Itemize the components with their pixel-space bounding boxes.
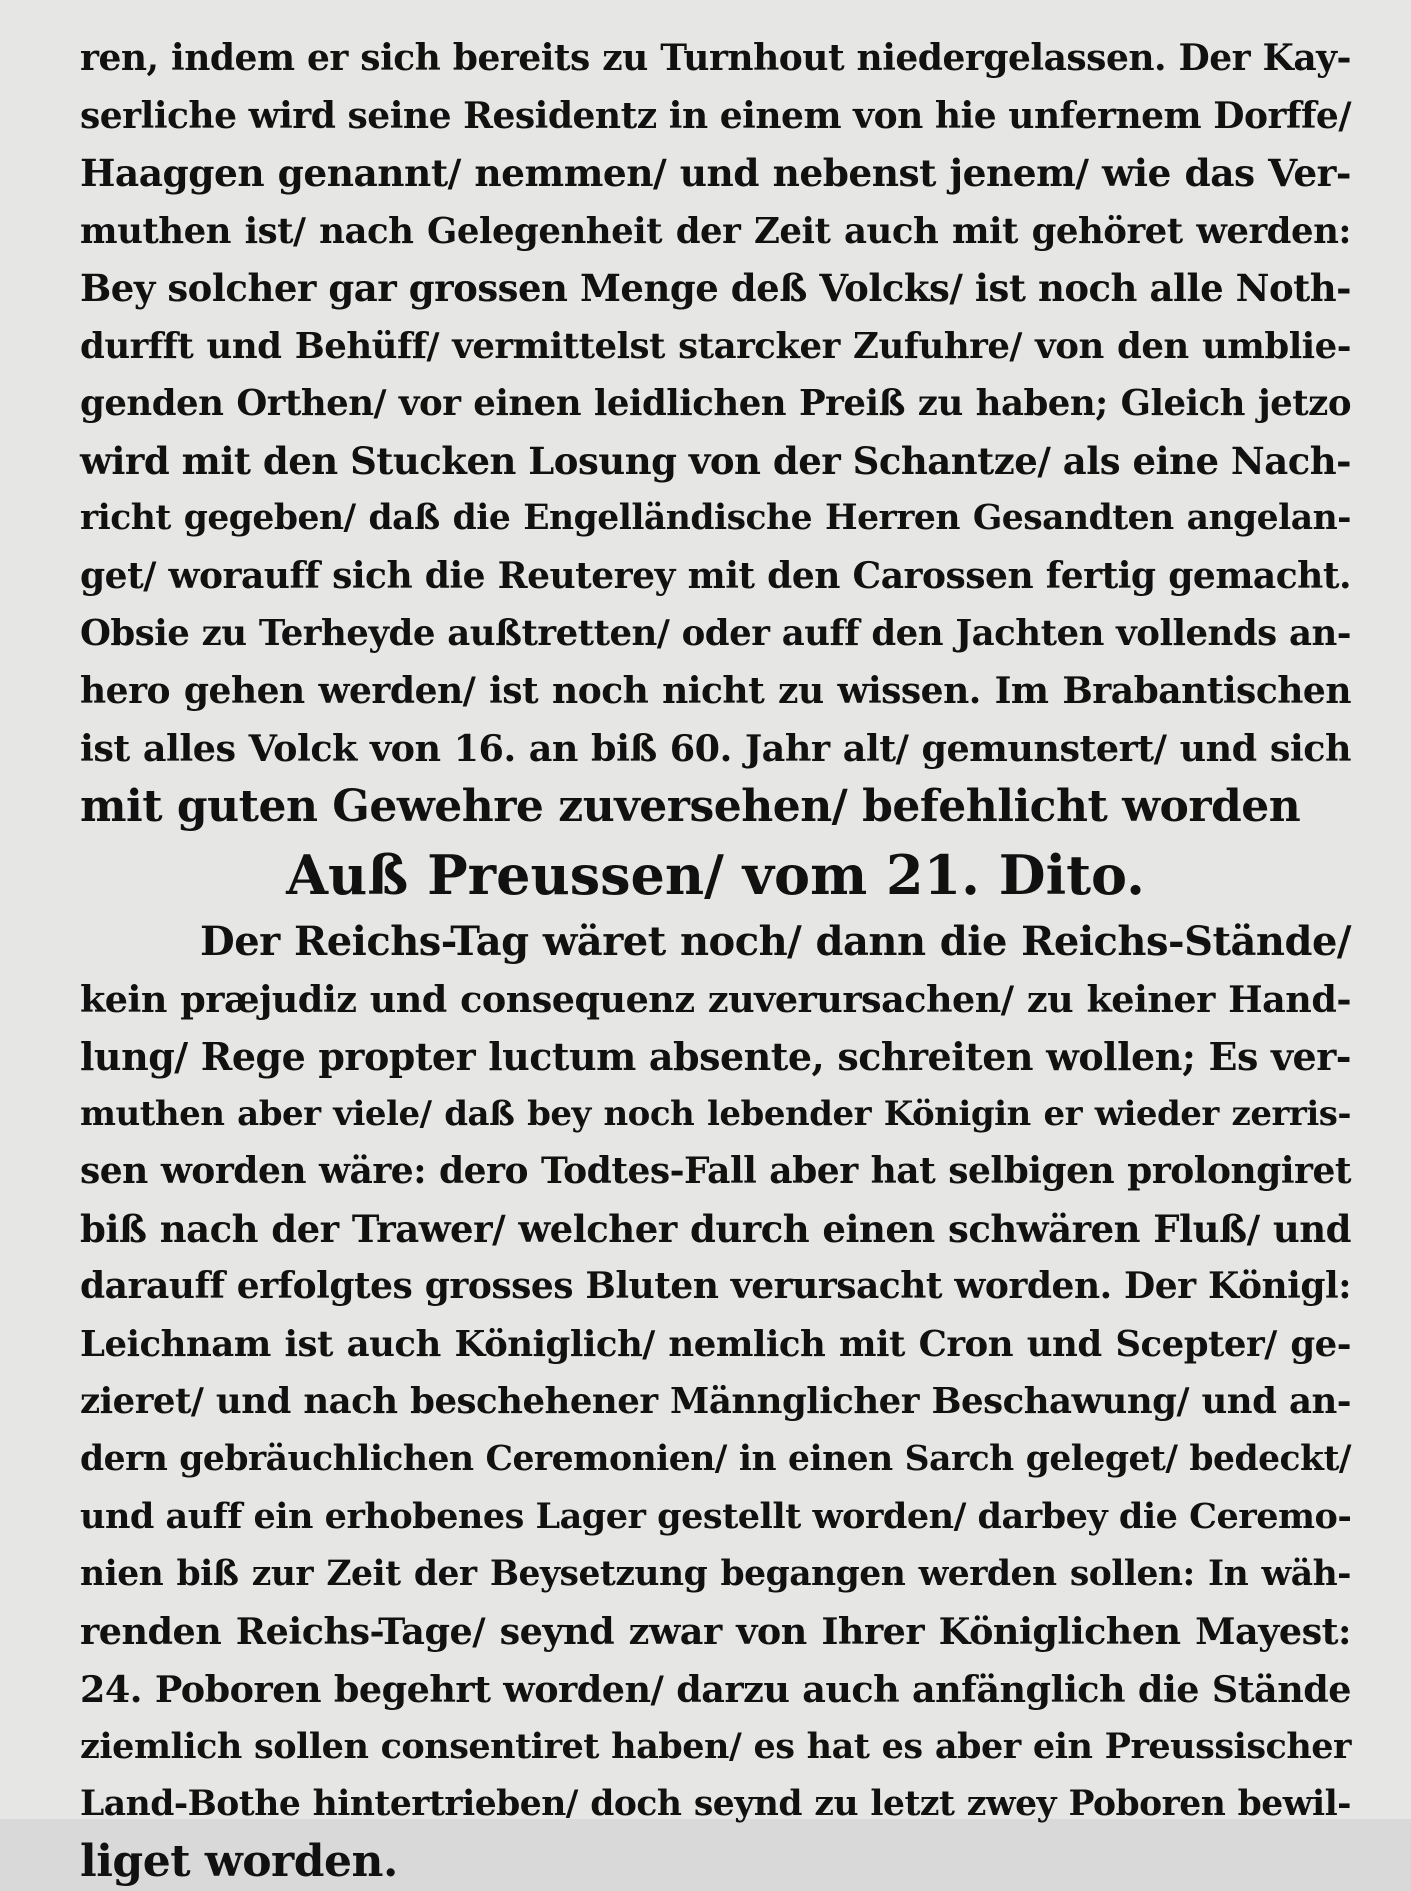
- text-line: serliche wird seine Residentz in einem von hie unfernem Dorffe/: [80, 94, 1351, 137]
- text-line: Der Reichs-Tag wäret noch/ dann die Reichs-Stände/: [200, 918, 1351, 965]
- text-line: nien biß zur Zeit der Beysetzung begangen werden sollen: In wäh-: [80, 1553, 1351, 1594]
- text-line: und auff ein erhobenes Lager gestellt worden/ darbey die Ceremo-: [80, 1496, 1352, 1537]
- text-line: zieret/ und nach beschehener Männglicher Beschawung/ und an-: [80, 1381, 1351, 1422]
- text-line: kein præjudiz und consequenz zuverursachen/ zu keiner Hand-: [80, 977, 1351, 1021]
- text-line: lung/ Rege propter luctum absente, schreiten wollen; Es ver-: [80, 1034, 1351, 1079]
- text-line: durfft und Behüff/ vermittelst starcker Zufuhre/ von den umblie-: [80, 325, 1351, 367]
- text-line: Obsie zu Terheyde außtretten/ oder auff den Jachten vollends an-: [80, 613, 1351, 654]
- text-line: mit guten Gewehre zuversehen/ befehlicht worden: [80, 780, 1301, 832]
- text-line: muthen ist/ nach Gelegenheit der Zeit auch mit gehöret werden:: [80, 210, 1351, 252]
- text-line: ist alles Volck von 16. an biß 60. Jahr alt/ gemunstert/ und sich: [80, 727, 1351, 770]
- text-line: Bey solcher gar grossen Menge deß Volcks/ ist noch alle Noth-: [80, 266, 1351, 310]
- text-line: genden Orthen/ vor einen leidlichen Preiß zu haben; Gleich jetzo: [80, 383, 1351, 424]
- text-line: dern gebräuchlichen Ceremonien/ in einen Sarch geleget/ bedeckt/: [80, 1438, 1351, 1479]
- section-heading: Auß Preussen/ vom 21. Dito.: [286, 843, 1145, 907]
- text-line: ziemlich sollen consentiret haben/ es hat es aber ein Preussischer: [80, 1726, 1351, 1767]
- text-line: wird mit den Stucken Losung von der Schantze/ als eine Nach-: [80, 438, 1351, 483]
- text-line: biß nach der Trawer/ welcher durch einen schwären Fluß/ und: [80, 1206, 1351, 1251]
- text-line: hero gehen werden/ ist noch nicht zu wissen. Im Brabantischen: [80, 669, 1351, 712]
- paragraph-1: [80, 30, 1351, 835]
- paragraph-2: [80, 913, 1351, 1891]
- text-line: darauff erfolgtes grosses Bluten verursacht worden. Der Königl:: [80, 1265, 1351, 1307]
- text-line: muthen aber viele/ daß bey noch lebender Königin er wieder zerris-: [80, 1093, 1351, 1134]
- text-line: richt gegeben/ daß die Engelländische Herren Gesandten angelan-: [80, 498, 1351, 538]
- text-line: get/ worauff sich die Reuterey mit den Carossen fertig gemacht.: [80, 554, 1351, 597]
- text-line: 24. Poboren begehrt worden/ darzu auch anfänglich die Stände: [80, 1667, 1351, 1711]
- text-line: Leichnam ist auch Königlich/ nemlich mit Cron und Scepter/ ge-: [80, 1323, 1351, 1365]
- text-line: ren, indem er sich bereits zu Turnhout niedergelassen. Der Kay-: [80, 37, 1351, 79]
- text-line: liget worden.: [80, 1836, 398, 1887]
- text-line: sen worden wäre: dero Todtes-Fall aber hat selbigen prolongiret: [80, 1150, 1351, 1192]
- text-line: Haaggen genannt/ nemmen/ und nebenst jenem/ wie das Ver-: [80, 151, 1351, 195]
- text-line: Land-Bothe hintertrieben/ doch seynd zu letzt zwey Poboren bewil-: [80, 1783, 1351, 1824]
- text-line: renden Reichs-Tage/ seynd zwar von Ihrer Königlichen Mayest:: [80, 1610, 1351, 1653]
